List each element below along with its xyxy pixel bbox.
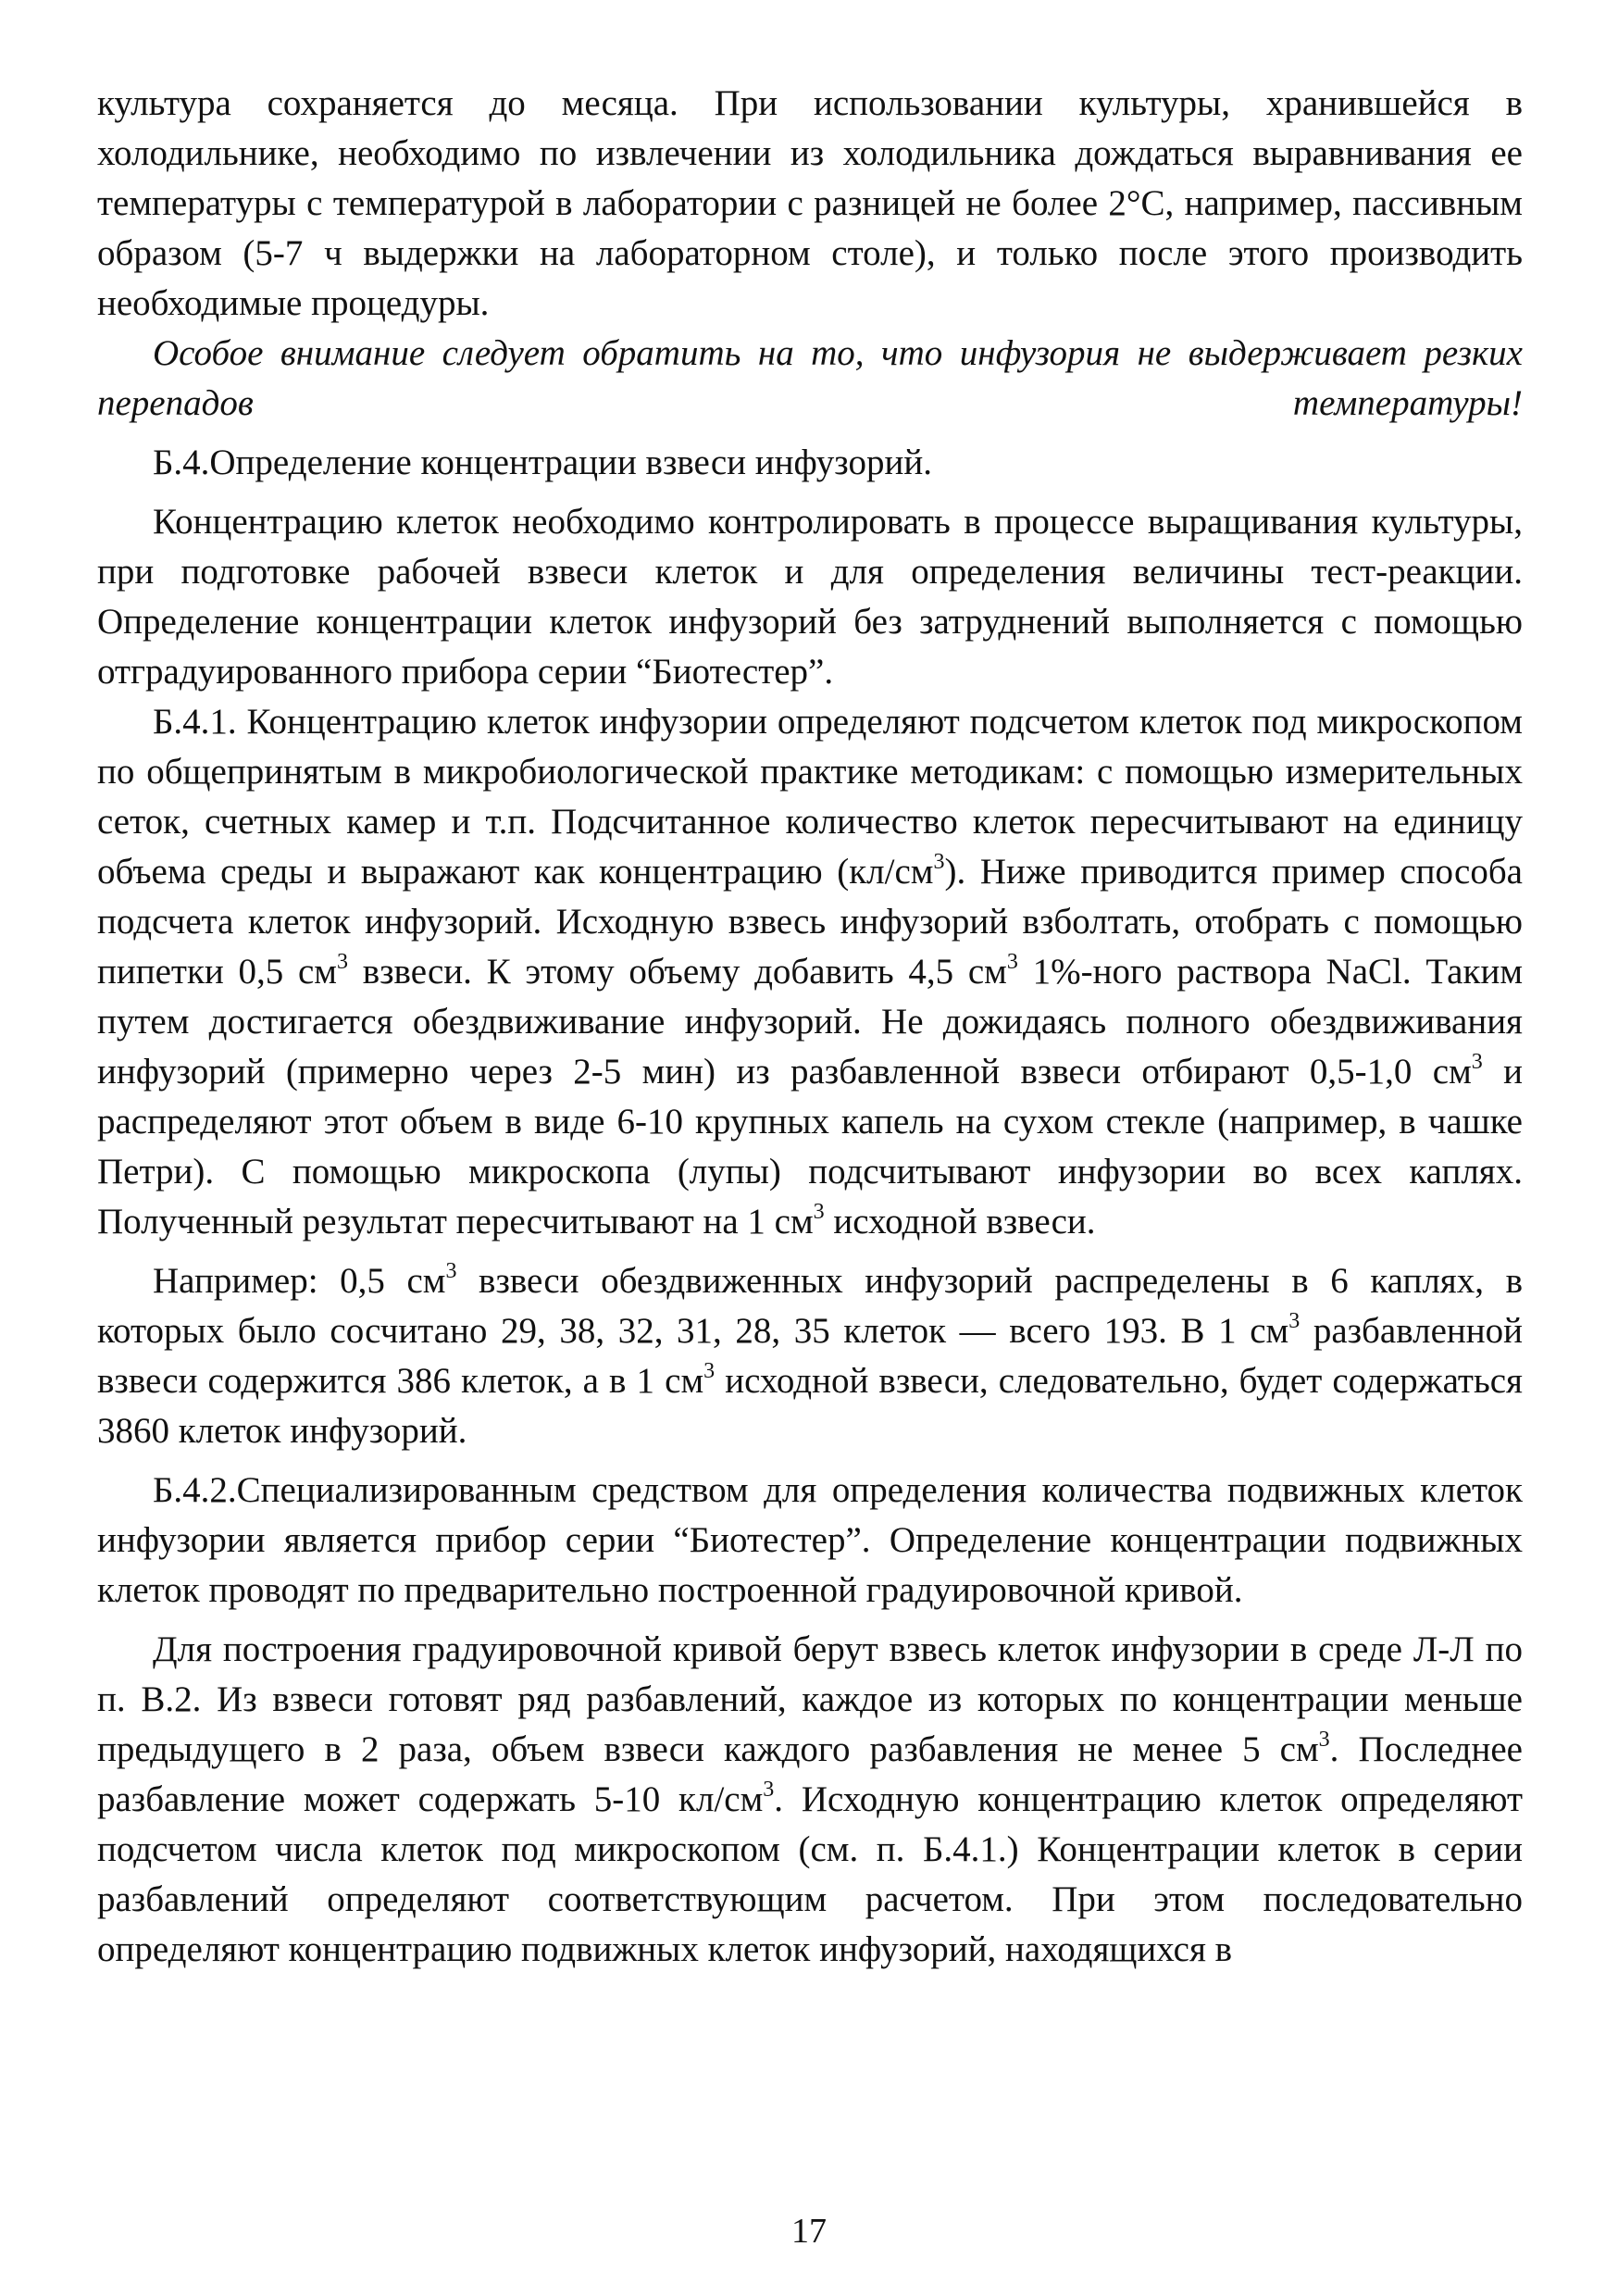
text-run: . Последнее разбавление может содержать 5-10 кл/см <box>97 1729 1523 1819</box>
text-run: исходной взвеси. <box>824 1202 1096 1242</box>
text-run: Например: 0,5 см <box>153 1261 446 1301</box>
superscript: 3 <box>336 950 348 974</box>
superscript: 3 <box>1006 950 1018 974</box>
superscript: 3 <box>763 1778 775 1802</box>
superscript: 3 <box>1318 1728 1330 1752</box>
paragraph-example <box>97 1256 1523 1456</box>
page-number: 17 <box>791 2212 827 2251</box>
text-run: исходной взвеси, следовательно, будет содержаться 3860 клеток инфузорий. <box>97 1361 1523 1451</box>
superscript: 3 <box>1288 1309 1301 1333</box>
paragraph-calibration <box>97 1625 1523 1975</box>
text-run: ). Ниже приводится пример способа подсчета клеток инфузорий. Исходную взвесь инфузорий взболтать, отобрать с помощью пипетки 0,5 см <box>97 852 1523 992</box>
superscript: 3 <box>445 1259 457 1283</box>
paragraph-concentration-control: Концентрацию клеток необходимо контролировать в процессе выращивания культуры, при подготовке рабочей взвеси клеток и для определения величины тест-реакции. Определение концентрации клеток инфузорий без затруднений выполняется с помощью отградуированного прибора серии “Биотестер”. <box>97 502 1523 692</box>
paragraph-storage: культура сохраняется до месяца. При использовании культуры, хранившейся в холодильнике, необходимо по извлечении из холодильника дождаться выравнивания ее температуры с температурой в лаборатории с разницей не более 2°С, например, пассивным образом (5-7 ч выдержки на лабораторном столе), и только после этого производить необходимые процедуры. <box>97 83 1523 323</box>
text-run: Б.4.1. Концентрацию клеток инфузории определяют подсчетом клеток под микроскопом по общепринятым в микробиологической практике методикам: с помощью измерительных сеток, счетных камер и т.п. Подсчитанное количество клеток пересчитывают на единицу объема среды и выражают как концентрацию (кл/см <box>97 702 1523 892</box>
text-run: разбавленной взвеси содержится 386 клеток, а в 1 см <box>97 1311 1523 1401</box>
superscript: 3 <box>1471 1050 1483 1074</box>
document-page <box>97 79 1523 1975</box>
text-run: взвеси. К этому объему добавить 4,5 см <box>347 952 1007 992</box>
superscript: 3 <box>933 850 945 874</box>
text-run: взвеси обездвиженных инфузорий распределены в 6 каплях, в которых было сосчитано 29, 38, 32, 31, 28, 35 клеток — всего 193. В 1 см <box>97 1261 1523 1351</box>
section-heading-b4: Б.4.Определение концентрации взвеси инфузорий. <box>153 443 932 482</box>
superscript: 3 <box>813 1200 825 1224</box>
paragraph-b4-2: Б.4.2.Специализированным средством для определения количества подвижных клеток инфузории является прибор серии “Биотестер”. Определение концентрации подвижных клеток проводят по предварительно построенной градуировочной кривой. <box>97 1470 1523 1610</box>
text-run: 1%-ного раствора NaCl. Таким путем достигается обездвиживание инфузорий. Не дожидаясь полного обездвиживания инфузорий (примерно через 2-5 мин) из разбавленной взвеси отбирают 0,5-1,0 см <box>97 952 1523 1092</box>
paragraph-b4-1 <box>97 697 1523 1247</box>
warning-note: Особое внимание следует обратить на то, что инфузория не выдерживает резких перепадов температуры! <box>97 333 1523 423</box>
text-run: . Исходную концентрацию клеток определяют подсчетом числа клеток под микроскопом (см. п. Б.4.1.) Концентрации клеток в серии разбавлений определяют соответствующим расчетом. При этом последовательно определяют концентрацию подвижных клеток инфузорий, находящихся в <box>97 1779 1523 1969</box>
text-run: и распределяют этот объем в виде 6-10 крупных капель на сухом стекле (например, в чашке Петри). С помощью микроскопа (лупы) подсчитывают инфузории во всех каплях. Полученный результат пересчитывают на 1 см <box>97 1052 1523 1242</box>
text-run: Для построения градуировочной кривой берут взвесь клеток инфузории в среде Л-Л по п. В.2. Из взвеси готовят ряд разбавлений, каждое из которых по концентрации меньше предыдущего в 2 раза, объем взвеси каждого разбавления не менее 5 см <box>97 1629 1523 1769</box>
superscript: 3 <box>703 1359 716 1383</box>
